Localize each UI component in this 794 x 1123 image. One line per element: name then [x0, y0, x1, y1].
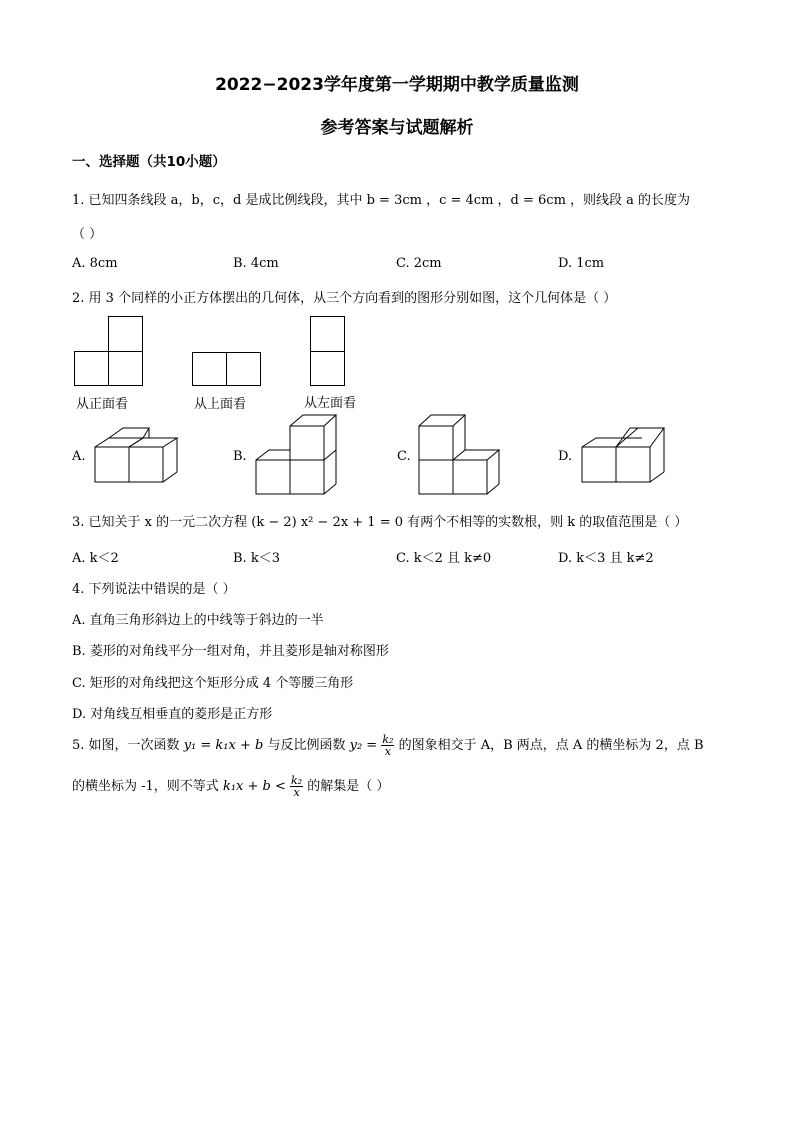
question-4-option-c: C. 矩形的对角线把这个矩形分成 4 个等腰三角形 — [72, 676, 354, 691]
question-5-line-2 — [72, 774, 389, 800]
section-heading: 一、选择题（共10小题） — [72, 154, 226, 170]
option-a-cube-figure — [94, 427, 179, 485]
question-3-option-c: C. k＜2 且 k≠0 — [396, 551, 492, 566]
option-c-cube-figure — [418, 414, 502, 496]
page-subtitle: 参考答案与试题解析 — [320, 118, 474, 138]
q5-text-2b: 的解集是（ ） — [307, 779, 390, 794]
q5-fraction-1-num: k₂ — [382, 733, 394, 746]
question-4-option-b: B. 菱形的对角线平分一组对角，并且菱形是轴对称图形 — [72, 644, 389, 659]
question-4-option-a: A. 直角三角形斜边上的中线等于斜边的一半 — [72, 613, 324, 628]
q5-text-2a: 的横坐标为 -1，则不等式 — [72, 779, 219, 794]
question-1-text: 1. 已知四条线段 a，b，c，d 是成比例线段，其中 b = 3cm ，c = 4cm ，d = 6cm ，则线段 a 的长度为 — [72, 193, 691, 208]
question-1-option-c: C. 2cm — [396, 256, 442, 271]
q5-text-1b: 与反比例函数 — [267, 738, 346, 753]
page-title: 2022−2023学年度第一学期期中教学质量监测 — [215, 75, 579, 95]
question-2-option-b-label: B. — [233, 449, 247, 464]
question-1-option-d: D. 1cm — [558, 256, 605, 271]
question-2-text: 2. 用 3 个同样的小正方体摆出的几何体，从三个方向看到的图形分别如图，这个几何体是（ ） — [72, 291, 617, 306]
q5-fraction-2-den: x — [293, 786, 300, 799]
question-4-option-d: D. 对角线互相垂直的菱形是正方形 — [72, 707, 273, 722]
question-2-option-a-label: A. — [72, 449, 86, 464]
left-view-caption: 从左面看 — [304, 396, 357, 411]
question-1-option-b: B. 4cm — [233, 256, 279, 271]
question-3-option-b: B. k＜3 — [233, 551, 280, 566]
question-2-option-c-label: C. — [397, 449, 411, 464]
question-2-option-d-label: D. — [558, 449, 573, 464]
question-4-text: 4. 下列说法中错误的是（ ） — [72, 582, 236, 597]
question-3-text: 3. 已知关于 x 的一元二次方程 (k − 2) x² − 2x + 1 = 0 有两个不相等的实数根，则 k 的取值范围是（ ） — [72, 515, 688, 530]
question-3-option-a: A. k＜2 — [72, 551, 119, 566]
q5-equation-inverse-lhs: y₂ = — [349, 738, 378, 753]
left-view-figure — [310, 316, 346, 386]
q5-fraction-1-den: x — [384, 745, 391, 758]
q5-inequality-lhs: k₁x + b < — [222, 779, 286, 794]
top-view-caption: 从上面看 — [194, 397, 247, 412]
q5-fraction-2 — [290, 775, 303, 798]
option-d-cube-figure — [581, 427, 666, 485]
q5-equation-linear: y₁ = k₁x + b — [183, 738, 264, 753]
top-view-figure — [192, 352, 262, 386]
q5-text-1c: 的图象相交于 A，B 两点，点 A 的横坐标为 2，点 B — [398, 738, 704, 753]
question-3-option-d: D. k＜3 且 k≠2 — [558, 551, 654, 566]
question-1-paren: （ ） — [72, 227, 103, 242]
front-view-caption: 从正面看 — [76, 397, 129, 412]
q5-fraction-2-num: k₂ — [291, 774, 303, 787]
question-5-line-1 — [72, 733, 704, 759]
question-1-option-a: A. 8cm — [72, 256, 118, 271]
q5-fraction-1 — [381, 734, 394, 757]
front-view-figure — [74, 316, 144, 386]
option-b-cube-figure — [255, 414, 337, 496]
q5-text-1a: 5. 如图，一次函数 — [72, 738, 180, 753]
